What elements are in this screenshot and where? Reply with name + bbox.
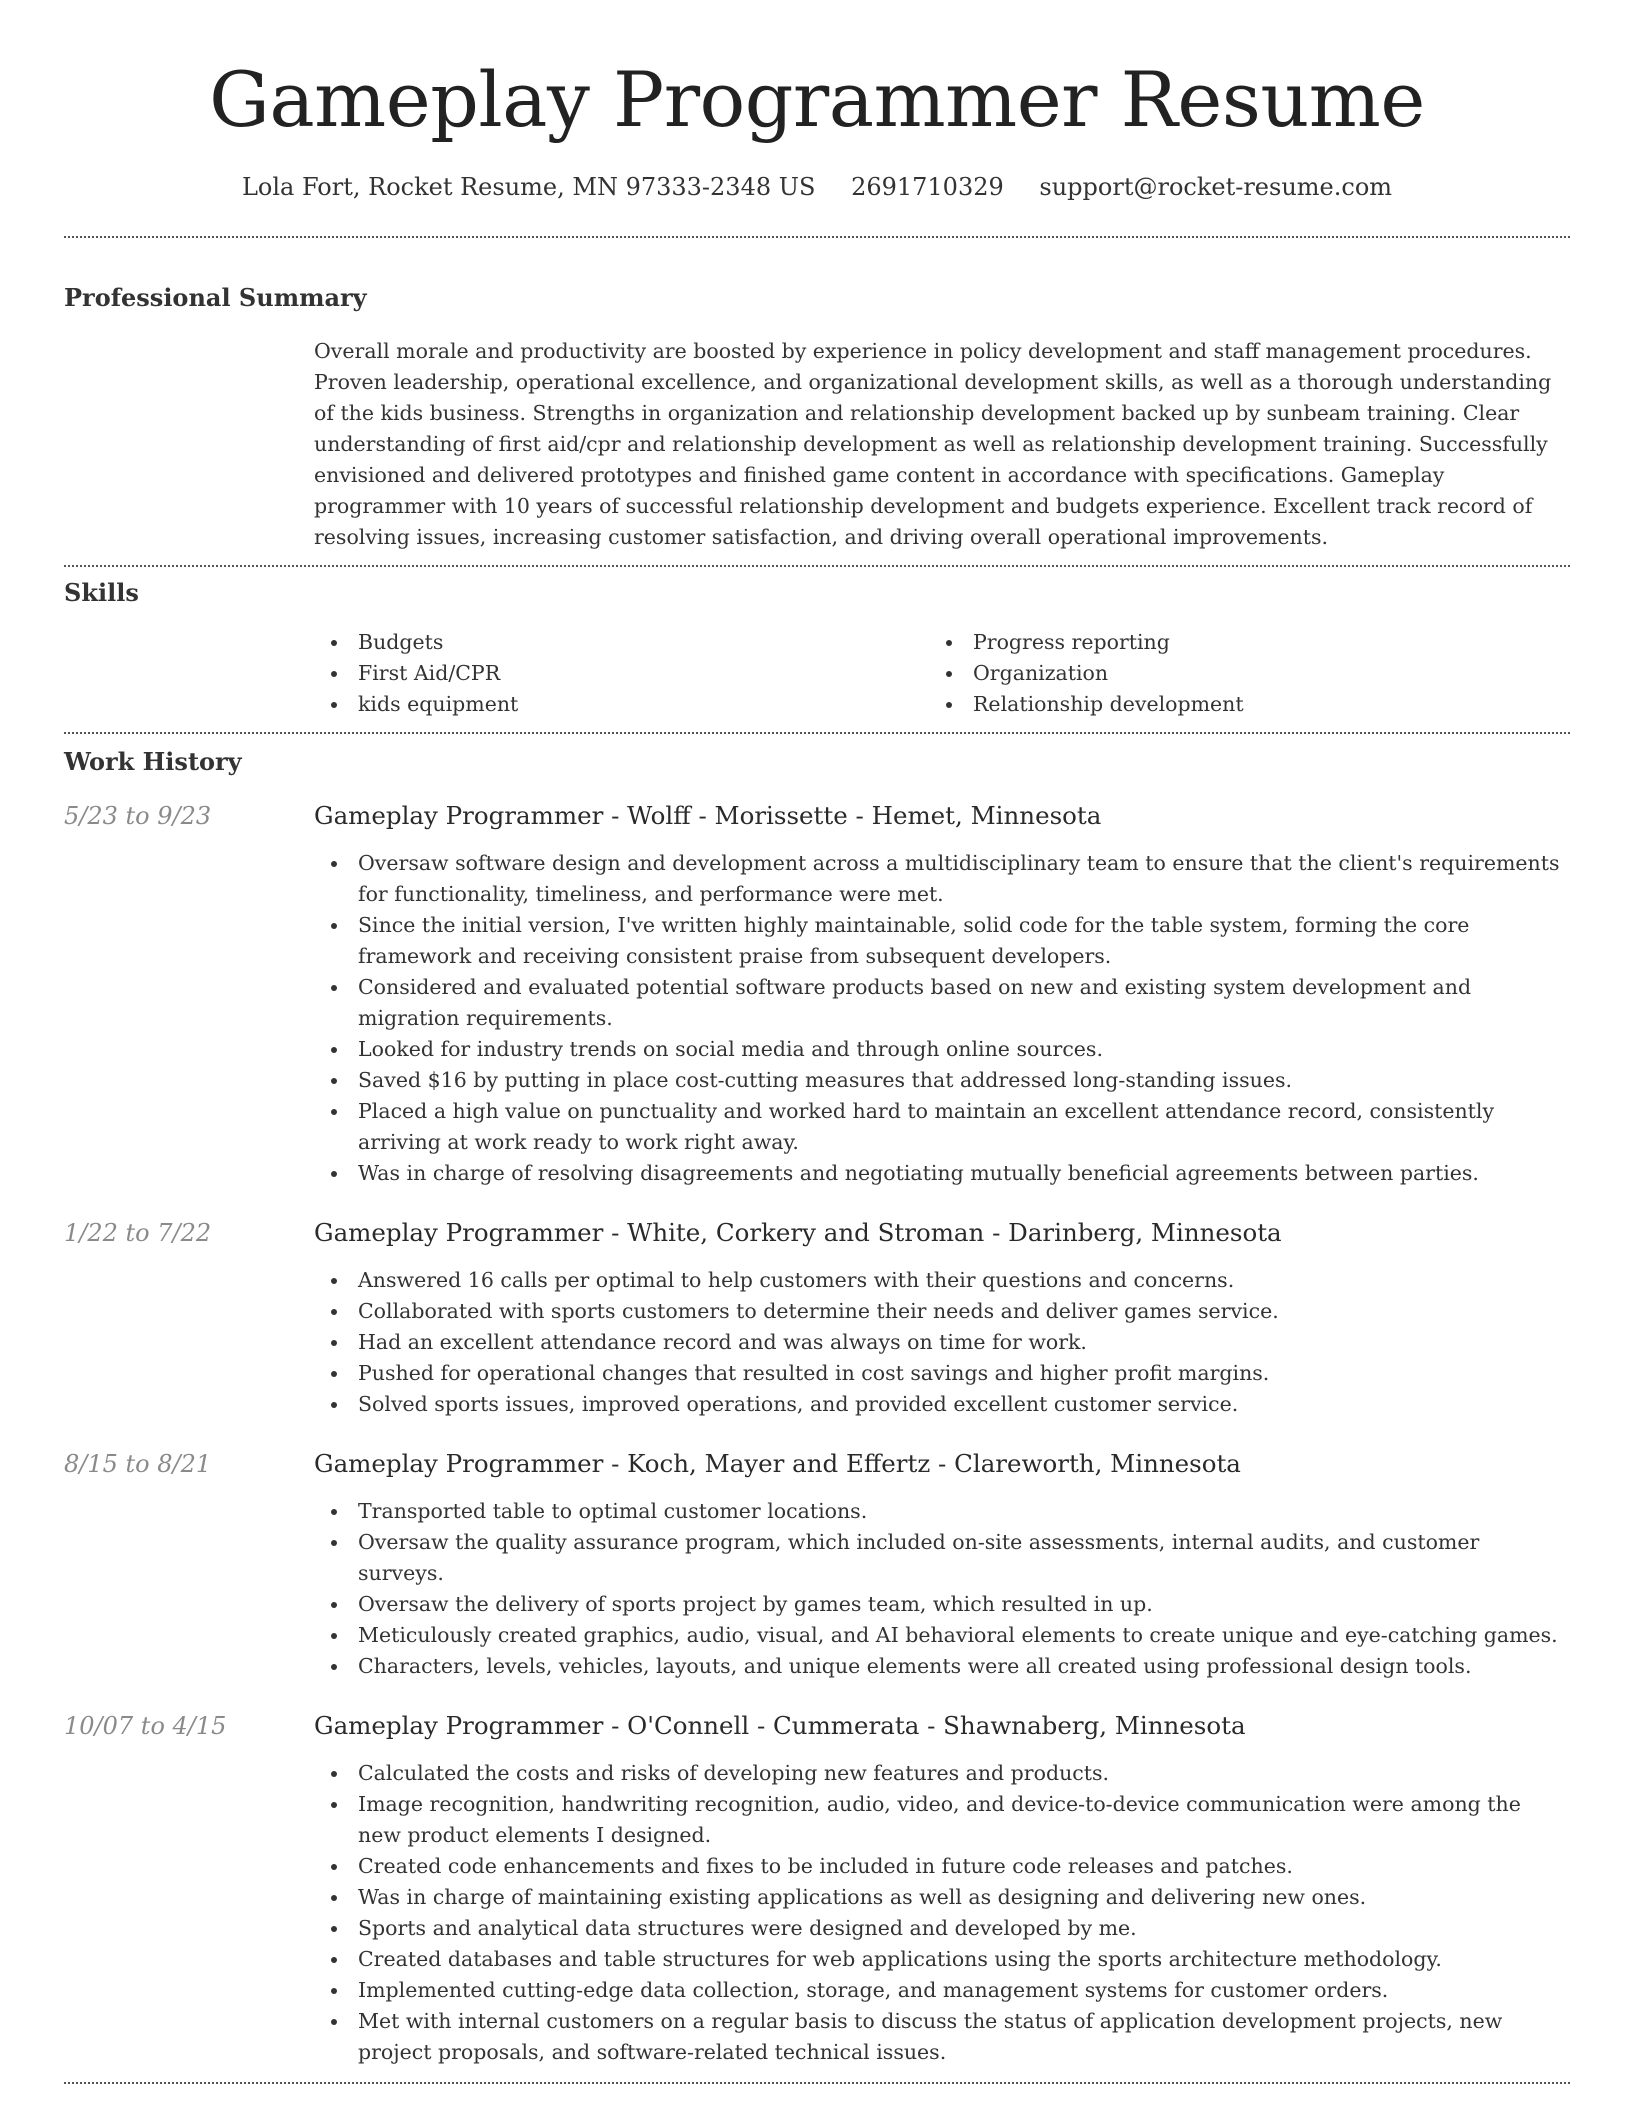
job-bullet: Sports and analytical data structures were designed and developed by me. — [314, 1913, 1569, 1944]
section-heading-work: Work History — [64, 747, 242, 776]
job-bullet: Oversaw the delivery of sports project by games team, which resulted in up. — [314, 1589, 1569, 1620]
job-dates: 5/23 to 9/23 — [64, 802, 212, 830]
work-history-section — [64, 734, 1570, 2068]
professional-summary-section — [64, 238, 1570, 553]
job-entry — [64, 1217, 1570, 1420]
section-heading-summary: Professional Summary — [64, 283, 367, 312]
job-bullets — [314, 1265, 1569, 1420]
skills-section — [64, 567, 1570, 720]
job-bullet: Had an excellent attendance record and was always on time for work. — [314, 1327, 1569, 1358]
job-dates: 1/22 to 7/22 — [64, 1219, 212, 1247]
skill-item: Budgets — [314, 627, 929, 658]
job-bullet: Oversaw software design and development across a multidisciplinary team to ensure that the client's requirements for functionality, timeliness, and performance were met. — [314, 848, 1569, 910]
job-bullet: Since the initial version, I've written highly maintainable, solid code for the table system, forming the core framework and receiving consistent praise from subsequent developers. — [314, 910, 1569, 972]
skill-item: First Aid/CPR — [314, 658, 929, 689]
job-bullet: Implemented cutting-edge data collection, storage, and management systems for customer orders. — [314, 1975, 1569, 2006]
job-bullet: Transported table to optimal customer locations. — [314, 1496, 1569, 1527]
resume-page — [64, 0, 1570, 2084]
job-title: Gameplay Programmer - White, Corkery and Stroman - Darinberg, Minnesota — [314, 1218, 1282, 1247]
job-bullet: Collaborated with sports customers to determine their needs and deliver games service. — [314, 1296, 1569, 1327]
job-bullet: Characters, levels, vehicles, layouts, and unique elements were all created using professional design tools. — [314, 1651, 1569, 1682]
skills-column-right — [929, 627, 1544, 720]
job-bullets — [314, 1496, 1569, 1682]
job-bullet: Oversaw the quality assurance program, which included on-site assessments, internal audits, and customer surveys. — [314, 1527, 1569, 1589]
section-heading-skills: Skills — [64, 578, 139, 607]
skill-item: Progress reporting — [929, 627, 1544, 658]
job-bullet: Was in charge of resolving disagreements and negotiating mutually beneficial agreements between parties. — [314, 1158, 1569, 1189]
skills-grid — [314, 627, 1569, 720]
skills-list-right — [929, 627, 1544, 720]
job-bullet: Answered 16 calls per optimal to help customers with their questions and concerns. — [314, 1265, 1569, 1296]
resume-title: Gameplay Programmer Resume — [209, 55, 1425, 144]
contact-address: Lola Fort, Rocket Resume, MN 97333-2348 US — [241, 173, 816, 201]
job-bullet: Considered and evaluated potential software products based on new and existing system development and migration requirements. — [314, 972, 1569, 1034]
job-bullet: Created code enhancements and fixes to be included in future code releases and patches. — [314, 1851, 1569, 1882]
job-bullets — [314, 1758, 1569, 2068]
job-entry — [64, 1448, 1570, 1682]
summary-text: Overall morale and productivity are boosted by experience in policy development and staff management procedures. Proven leadership, operational excellence, and organizational development skills, as well as a thorough understanding of the kids business. Strengths in organization and relationship development backed up by sunbeam training. Clear understanding of first aid/cpr and relationship development as well as relationship development training. Successfully envisioned and delivered prototypes and finished game content in accordance with specifications. Gameplay programmer with 10 years of successful relationship development and budgets experience. Excellent track record of resolving issues, increasing customer satisfaction, and driving overall operational improvements. — [314, 339, 1552, 549]
job-bullets — [314, 848, 1569, 1189]
job-bullet: Met with internal customers on a regular basis to discuss the status of application development projects, new project proposals, and software-related technical issues. — [314, 2006, 1569, 2068]
skill-item: Relationship development — [929, 689, 1544, 720]
skill-item: Organization — [929, 658, 1544, 689]
contact-line — [64, 170, 1570, 204]
skill-item: kids equipment — [314, 689, 929, 720]
job-bullet: Pushed for operational changes that resulted in cost savings and higher profit margins. — [314, 1358, 1569, 1389]
skills-list-left — [314, 627, 929, 720]
job-bullet: Placed a high value on punctuality and worked hard to maintain an excellent attendance record, consistently arriving at work ready to work right away. — [314, 1096, 1569, 1158]
job-bullet: Created databases and table structures for web applications using the sports architecture methodology. — [314, 1944, 1569, 1975]
job-bullet: Looked for industry trends on social media and through online sources. — [314, 1034, 1569, 1065]
job-bullet: Calculated the costs and risks of developing new features and products. — [314, 1758, 1569, 1789]
job-title: Gameplay Programmer - Koch, Mayer and Effertz - Clareworth, Minnesota — [314, 1449, 1241, 1478]
job-title: Gameplay Programmer - O'Connell - Cummerata - Shawnaberg, Minnesota — [314, 1711, 1246, 1740]
job-bullet: Was in charge of maintaining existing applications as well as designing and delivering new ones. — [314, 1882, 1569, 1913]
job-title: Gameplay Programmer - Wolff - Morissette - Hemet, Minnesota — [314, 801, 1102, 830]
job-bullet: Meticulously created graphics, audio, visual, and AI behavioral elements to create unique and eye-catching games. — [314, 1620, 1569, 1651]
divider — [64, 2082, 1570, 2084]
job-bullet: Saved $16 by putting in place cost-cutting measures that addressed long-standing issues. — [314, 1065, 1569, 1096]
contact-email: support@rocket-resume.com — [1039, 173, 1393, 201]
job-entry — [64, 800, 1570, 1189]
job-dates: 10/07 to 4/15 — [64, 1712, 227, 1740]
job-dates: 8/15 to 8/21 — [64, 1450, 212, 1478]
job-entry — [64, 1710, 1570, 2068]
job-bullet: Solved sports issues, improved operations, and provided excellent customer service. — [314, 1389, 1569, 1420]
job-bullet: Image recognition, handwriting recognition, audio, video, and device-to-device communication were among the new product elements I designed. — [314, 1789, 1569, 1851]
skills-column-left — [314, 627, 929, 720]
contact-phone: 2691710329 — [851, 173, 1004, 201]
